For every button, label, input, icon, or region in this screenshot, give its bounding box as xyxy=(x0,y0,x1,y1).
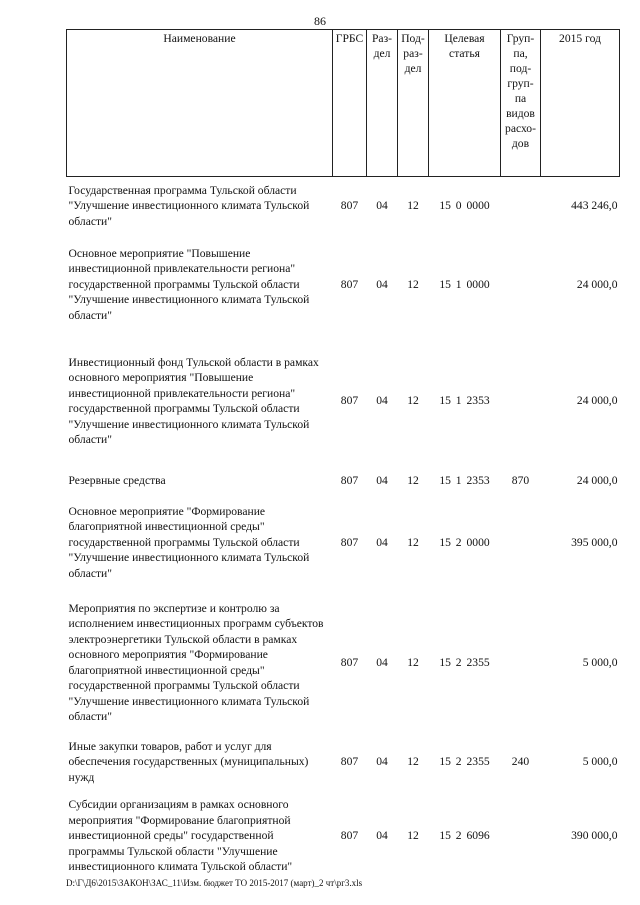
cell-name: Иные закупки товаров, работ и услуг для обеспечения государственных (муниципальных) нужд xyxy=(68,739,309,784)
header-razdel-text: Раз- дел xyxy=(371,32,393,60)
cell-group xyxy=(501,494,541,592)
cell-amount: 395 000,0 xyxy=(571,535,618,549)
cell-grbs: 807 xyxy=(340,199,359,212)
cell-grbs: 807 xyxy=(340,755,359,769)
cell-podrazdel: 12 xyxy=(407,655,419,669)
cell-target: 15 2 0000 xyxy=(439,535,490,549)
header-group xyxy=(501,30,541,177)
table-row xyxy=(67,494,620,592)
cell-grbs: 807 xyxy=(340,535,359,549)
cell-name: Государственная программа Тульской области "Улучшение инвестиционного климата Тульской области" xyxy=(68,183,310,228)
cell-name: Основное мероприятие "Повышение инвестиционной привлекательности региона" государственной программы Тульской области "Улучшение инвестиционного климата Тульской области" xyxy=(68,246,310,322)
cell-name: Резервные средства xyxy=(68,473,166,487)
cell-name: Основное мероприятие "Формирование благоприятной инвестиционной среды" государственной программы Тульской области "Улучшение инвестиционного климата Тульской области" xyxy=(68,504,310,580)
cell-target: 15 2 6096 xyxy=(439,829,490,843)
cell-podrazdel: 12 xyxy=(407,473,419,487)
cell-group: 870 xyxy=(511,473,530,487)
table-row xyxy=(67,592,620,734)
cell-razdel: 04 xyxy=(376,655,388,669)
cell-razdel: 04 xyxy=(376,473,388,487)
cell-target: 15 1 2353 xyxy=(439,394,490,408)
header-grbs-text: ГРБС xyxy=(335,32,364,45)
cell-grbs: 807 xyxy=(340,394,359,408)
cell-amount: 443 246,0 xyxy=(571,199,618,212)
table-row xyxy=(67,177,620,235)
cell-group xyxy=(501,335,541,468)
header-name-text: Наименование xyxy=(163,32,236,45)
cell-group xyxy=(501,592,541,734)
page-number: 86 xyxy=(314,14,326,28)
cell-razdel: 04 xyxy=(376,199,388,212)
cell-group: 240 xyxy=(511,755,530,769)
cell-razdel: 04 xyxy=(376,755,388,769)
cell-target: 15 1 2353 xyxy=(439,473,490,487)
header-name xyxy=(67,30,333,177)
header-year xyxy=(541,30,620,177)
header-grbs xyxy=(333,30,367,177)
cell-amount: 24 000,0 xyxy=(576,394,618,408)
cell-name: Инвестиционный фонд Тульской области в рамках основного мероприятия "Повышение инвестиционной привлекательности региона" государственной программы Тульской области "Улучшение инвестиционного климата Тульской области" xyxy=(68,355,319,446)
cell-amount: 5 000,0 xyxy=(582,655,618,669)
cell-target: 15 1 0000 xyxy=(439,277,490,291)
table-body xyxy=(67,177,620,882)
cell-target: 15 2 2355 xyxy=(439,655,490,669)
table-row xyxy=(67,235,620,335)
cell-group xyxy=(501,235,541,335)
table-header-row xyxy=(67,30,620,177)
cell-podrazdel: 12 xyxy=(407,535,419,549)
cell-target: 15 2 2355 xyxy=(439,755,490,769)
budget-table xyxy=(66,29,620,882)
header-razdel xyxy=(367,30,398,177)
cell-razdel: 04 xyxy=(376,535,388,549)
cell-podrazdel: 12 xyxy=(407,829,419,843)
table-row xyxy=(67,335,620,468)
header-target xyxy=(429,30,501,177)
table-row xyxy=(67,734,620,791)
cell-amount: 5 000,0 xyxy=(582,755,618,769)
cell-name: Мероприятия по экспертизе и контролю за исполнением инвестиционных программ субъектов электроэнергетики Тульской области в рамках основного мероприятия "Формирование благоприятной инвестиционной среды" государственной программы Тульской области "Улучшение инвестиционного климата Тульской области" xyxy=(68,601,324,723)
header-podrazdel-text: Под- раз- дел xyxy=(401,32,425,75)
cell-target: 15 0 0000 xyxy=(439,199,490,212)
cell-podrazdel: 12 xyxy=(407,755,419,769)
cell-razdel: 04 xyxy=(376,394,388,408)
table-row xyxy=(67,791,620,882)
cell-podrazdel: 12 xyxy=(407,199,419,212)
cell-amount: 390 000,0 xyxy=(571,829,618,843)
table-row xyxy=(67,468,620,494)
cell-podrazdel: 12 xyxy=(407,277,419,291)
header-year-text: 2015 год xyxy=(559,32,601,45)
header-target-text: Целевая статья xyxy=(444,32,485,60)
cell-amount: 24 000,0 xyxy=(576,277,618,291)
header-podrazdel xyxy=(398,30,429,177)
cell-grbs: 807 xyxy=(340,473,359,487)
file-path-footer: D:\Г\Д6\2015\ЗАКОН\ЗАС_11\Изм. бюджет ТО 2015-2017 (март)_2 чт\рг3.xls xyxy=(66,878,363,888)
cell-podrazdel: 12 xyxy=(407,394,419,408)
header-group-text: Груп- па, под- груп- па видов расхо- дов xyxy=(505,32,536,150)
cell-grbs: 807 xyxy=(340,655,359,669)
cell-group xyxy=(501,791,541,882)
cell-razdel: 04 xyxy=(376,277,388,291)
cell-grbs: 807 xyxy=(340,829,359,843)
cell-group xyxy=(501,177,541,235)
cell-razdel: 04 xyxy=(376,829,388,843)
cell-name: Субсидии организациям в рамках основного мероприятия "Формирование благоприятной инвестиционной среды" государственной программы Тульской области "Улучшение инвестиционного климата Тульской области" xyxy=(68,798,293,874)
cell-grbs: 807 xyxy=(340,277,359,291)
cell-amount: 24 000,0 xyxy=(576,473,618,487)
